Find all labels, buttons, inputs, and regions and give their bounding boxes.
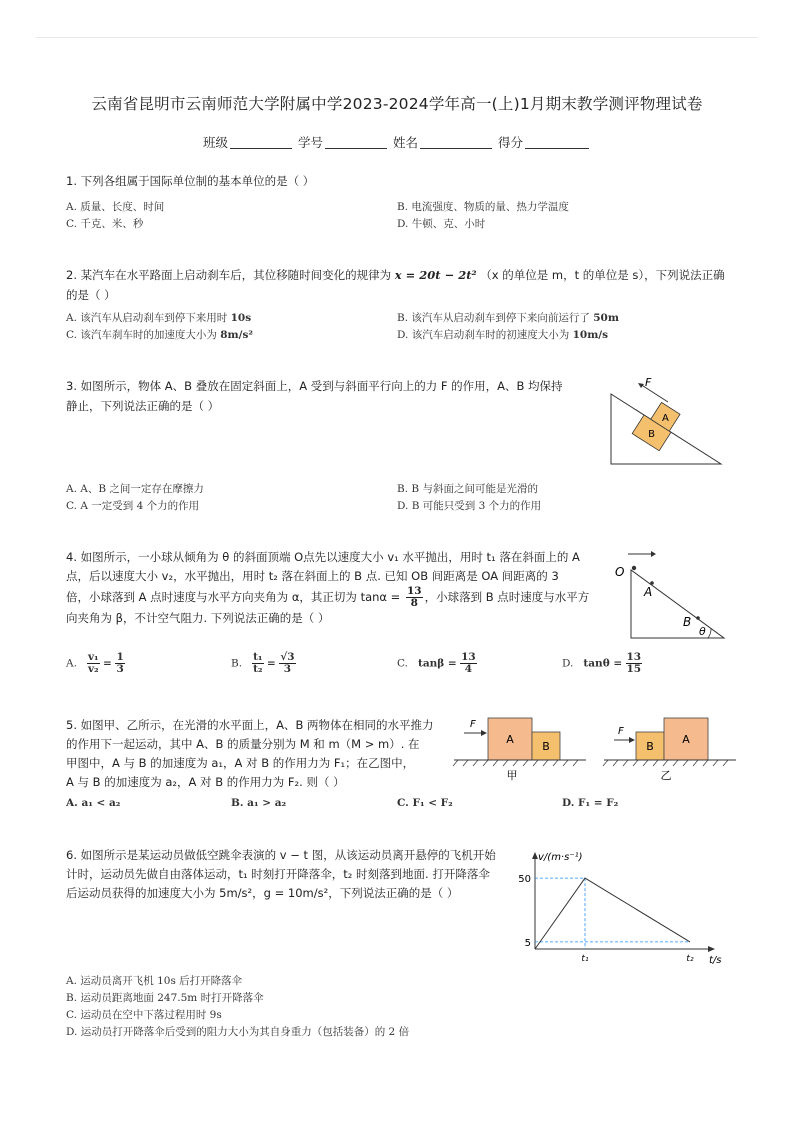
score-blank[interactable] (525, 137, 589, 149)
q3-incline-figure (604, 372, 728, 468)
q1-option-a[interactable]: A. 质量、长度、时间 (66, 201, 165, 213)
q6-option-b[interactable]: B. 运动员距离地面 247.5m 时打开降落伞 (66, 992, 264, 1004)
jia-hatching (453, 760, 578, 766)
q3-option-d[interactable]: D. B 可能只受到 3 个力的作用 (397, 500, 542, 512)
student-info-line (0, 133, 794, 151)
q6-option-d[interactable]: D. 运动员打开降落伞后受到的阻力大小为其自身重力（包括装备）的 2 倍 (66, 1026, 410, 1038)
name-label: 姓名 (392, 135, 418, 150)
vt-series-line (535, 878, 690, 949)
q2-formula: x = 20t − 2t² (394, 268, 477, 282)
y-tick-label-50: 50 (518, 874, 531, 886)
q5-option-d[interactable]: D. F₁ = F₂ (562, 797, 619, 809)
q6-stem: 6. 如图所示是某运动员做低空跳伞表演的 v − t 图，从该运动员离开悬停的飞机开始 计时，运动员先做自由落体运动，t₁ 时刻打开降落伞，t₂ 时刻落到地面. 打开降落伞 后运动员获得的加速度大小为 5m/s²，g = 10m/s²，下列说法正确的是（ ） (66, 848, 496, 900)
theta-label: θ (699, 625, 706, 638)
q4-stem: 4. 如图所示，一小球从倾角为 θ 的斜面顶端 O点先以速度大小 v₁ 水平抛出，用时 t₁ 落在斜面上的 A 点，后以速度大小 v₂，水平抛出，用时 t₂ 落在斜面上的 B 点. 已知 OB 间距离是 OA 间距离的 3 倍，小球落到 A 点时速度与水平方向夹角为 α，其正切为 tanα = $\frac{13}{8}$ ，小球落到 B 点时速度与水平方 向夹角为 β，不计空气阻力. 下列说法正确的是（ ） (66, 550, 590, 625)
jia-force-arrowhead (481, 730, 487, 736)
yi-force-arrowhead (629, 737, 635, 743)
q2-stem-a: 2. 某汽车在水平路面上启动刹车后，其位移随时间变化的规律为 (66, 268, 392, 282)
q2-stem-c: 的是（ ） (66, 288, 116, 302)
q4-option-a[interactable]: A. $\frac{\text{v₁}}{\text{v₂}}$ = $\frac{1}{3}$ (66, 651, 124, 675)
point-b (696, 616, 700, 620)
q1-option-b[interactable]: B. 电流强度、物质的量、热力学温度 (397, 201, 569, 213)
q6-option-c[interactable]: C. 运动员在空中下落过程用时 9s (66, 1009, 222, 1021)
q5-blocks-figure (450, 712, 740, 786)
q3-option-c[interactable]: C. A 一定受到 4 个力的作用 (66, 500, 200, 512)
jia-caption: 甲 (506, 769, 518, 782)
q1-stem: 1. 下列各组属于国际单位制的基本单位的是（ ） (66, 174, 315, 188)
q5-option-a[interactable]: A. a₁ < a₂ (66, 797, 121, 809)
block-b-label: B (648, 428, 656, 440)
yi-force-label: F (618, 726, 624, 737)
q2-stem-b: （x 的单位是 m，t 的单位是 s），下列说法正确 (480, 268, 725, 282)
q2-option-c[interactable]: C. 该汽车刹车时的加速度大小为 8m/s² (66, 329, 253, 341)
q3-option-a[interactable]: A. A、B 之间一定存在摩擦力 (66, 483, 204, 495)
q2-option-d[interactable]: D. 该汽车启动刹车时的初速度大小为 10m/s (397, 329, 609, 341)
q5-option-b[interactable]: B. a₁ > a₂ (231, 797, 287, 809)
score-label: 得分 (497, 135, 523, 150)
class-label: 班级 (202, 135, 228, 150)
q4-option-d[interactable]: D. tanθ = $\frac{13}{15}$ (562, 651, 642, 675)
point-o-label: O (615, 565, 625, 579)
number-blank[interactable] (325, 137, 387, 149)
q4-projectile-figure (612, 548, 732, 642)
class-blank[interactable] (230, 137, 292, 149)
x-tick-label-t2: t₂ (686, 954, 694, 964)
x-axis-arrowhead (708, 946, 715, 952)
q6-option-a[interactable]: A. 运动员离开飞机 10s 后打开降落伞 (66, 975, 243, 987)
y-tick-label-5: 5 (524, 937, 531, 949)
yi-block-b-label: B (646, 740, 654, 753)
q2-option-a[interactable]: A. 该汽车从启动刹车到停下来用时 10s (66, 312, 252, 324)
q4-option-b[interactable]: B. $\frac{\text{t₁}}{\text{t₂}}$ = $\frac{√3}{3}$ (231, 651, 295, 675)
q2-stem (66, 265, 732, 305)
x-tick-label-t1: t₁ (581, 954, 589, 964)
block-a-label: A (661, 412, 669, 424)
q1-option-d[interactable]: D. 牛顿、克、小时 (397, 218, 486, 230)
jia-force-label: F (470, 719, 476, 730)
q3-stem: 3. 如图所示，物体 A、B 叠放在固定斜面上，A 受到与斜面平行向上的力 F 的作用，A、B 均保持 静止，下列说法正确的是（ ） (66, 379, 563, 413)
velocity-arrowhead (651, 551, 656, 557)
force-label: F (645, 376, 652, 389)
name-blank[interactable] (420, 137, 492, 149)
q5-option-c[interactable]: C. F₁ < F₂ (397, 797, 453, 809)
top-rule (36, 37, 758, 38)
q3-option-b[interactable]: B. B 与斜面之间可能是光滑的 (397, 483, 538, 495)
theta-arc (708, 628, 711, 638)
q1-option-c[interactable]: C. 千克、米、秒 (66, 218, 144, 230)
page-title: 云南省昆明市云南师范大学附属中学2023-2024学年高一(上)1月期末教学测评物理试卷 (91, 95, 703, 113)
q5-stem: 5. 如图甲、乙所示，在光滑的水平面上，A、B 两物体在相同的水平推力 的作用下一起运动，其中 A、B 的质量分别为 M 和 m（M > m）. 在 甲图中，A 与 B 的加速度为 a₁，A 对 B 的作用力为 F₁；在乙图中， A 与 B 的加速度为 a₂，A 对 B 的作用力为 F₂. 则（ ） (66, 718, 434, 789)
yi-caption: 乙 (660, 769, 672, 782)
point-a-label: A (644, 585, 653, 599)
jia-block-a-label: A (506, 733, 514, 746)
point-b-label: B (683, 615, 692, 629)
x-axis-label: t/s (709, 955, 722, 964)
y-axis-label: v/(m·s⁻¹) (538, 852, 583, 863)
jia-block-b-label: B (542, 740, 550, 753)
yi-block-a-label: A (682, 733, 690, 746)
ball (632, 566, 636, 570)
incline (631, 570, 724, 638)
q4-option-c[interactable]: C. tanβ = $\frac{13}{4}$ (397, 651, 476, 675)
yi-hatching (603, 760, 728, 766)
q6-vt-chart (510, 844, 734, 964)
q2-option-b[interactable]: B. 该汽车从启动刹车到停下来向前运行了 50m (397, 312, 619, 324)
number-label: 学号 (297, 135, 323, 150)
